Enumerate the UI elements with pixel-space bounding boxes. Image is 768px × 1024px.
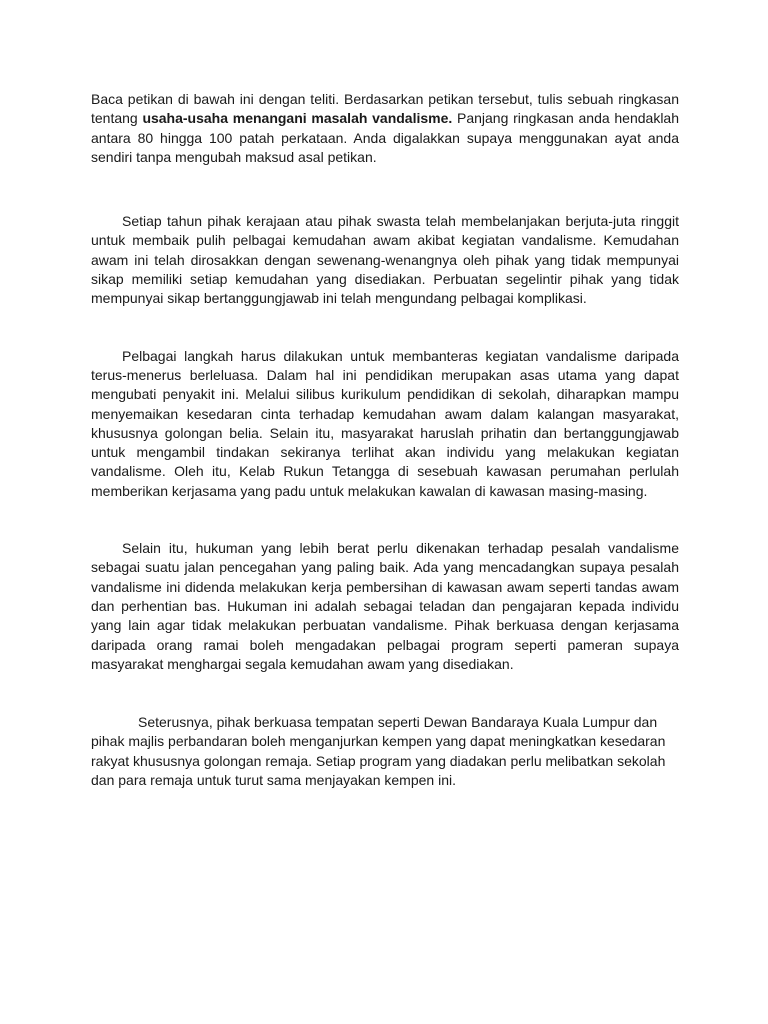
passage-paragraph-1: Setiap tahun pihak kerajaan atau pihak swasta telah membelanjakan berjuta-juta ringgit untuk membaik pulih pelbagai kemudahan awam akibat kegiatan vandalisme. Kemudahan awam ini telah dirosakkan dengan sewenang-wenangnya oleh pihak yang tidak mempunyai sikap memiliki setiap kemudahan yang disediakan. Perbuatan segelintir pihak yang tidak mempunyai sikap bertanggungjawab ini telah mengundang pelbagai komplikasi. [91, 213, 679, 307]
passage-paragraph-3: Selain itu, hukuman yang lebih berat perlu dikenakan terhadap pesalah vandalisme sebagai suatu jalan pencegahan yang paling baik. Ada yang mencadangkan supaya pesalah vandalisme ini didenda melakukan kerja pembersihan di kawasan awam seperti tandas awam dan perhentian bas. Hukuman ini adalah sebagai teladan dan pengajaran kepada individu yang lain agar tidak melakukan perbuatan vandalisme. Pihak berkuasa dengan kerjasama daripada orang ramai boleh mengadakan pelbagai program seperti pameran supaya masyarakat menghargai segala kemudahan awam yang disediakan. [91, 540, 679, 672]
document-page [91, 90, 679, 790]
passage-paragraph-2: Pelbagai langkah harus dilakukan untuk membanteras kegiatan vandalisme daripada terus-menerus berleluasa. Dalam hal ini pendidikan merupakan asas utama yang dapat mengubati penyakit ini. Melalui silibus kurikulum pendidikan di sekolah, diharapkan mampu menyemaikan kesedaran cinta terhadap kemudahan awam dalam kalangan masyarakat, khususnya golongan belia. Selain itu, masyarakat haruslah prihatin dan bertanggungjawab untuk mengambil tindakan sekiranya terlihat akan individu yang melakukan kegiatan vandalisme. Oleh itu, Kelab Rukun Tetangga di sesebuah kawasan perumahan perlulah memberikan kerjasama yang padu untuk melakukan kawalan di kawasan masing-masing. [91, 347, 679, 499]
passage-paragraph-4: Seterusnya, pihak berkuasa tempatan seperti Dewan Bandaraya Kuala Lumpur dan pihak majlis perbandaran boleh menganjurkan kempen yang dapat meningkatkan kesedaran rakyat khususnya golongan remaja. Setiap program yang diadakan perlu melibatkan sekolah dan para remaja untuk turut sama menjayakan kempen ini. [91, 714, 666, 789]
instruction-text-end: Panjang ringkasan anda hendaklah antara 80 hingga 100 patah perkataan. Anda digalakkan supaya menggunakan ayat anda sendiri tanpa mengubah maksud asal petikan. [91, 110, 679, 165]
instruction-topic: usaha-usaha menangani masalah vandalisme. [142, 110, 453, 127]
instruction-paragraph [91, 90, 679, 167]
instruction-text-start: Baca petikan di bawah ini dengan teliti. Berdasarkan petikan tersebut, tulis sebuah ringkasan tentang [91, 91, 679, 127]
